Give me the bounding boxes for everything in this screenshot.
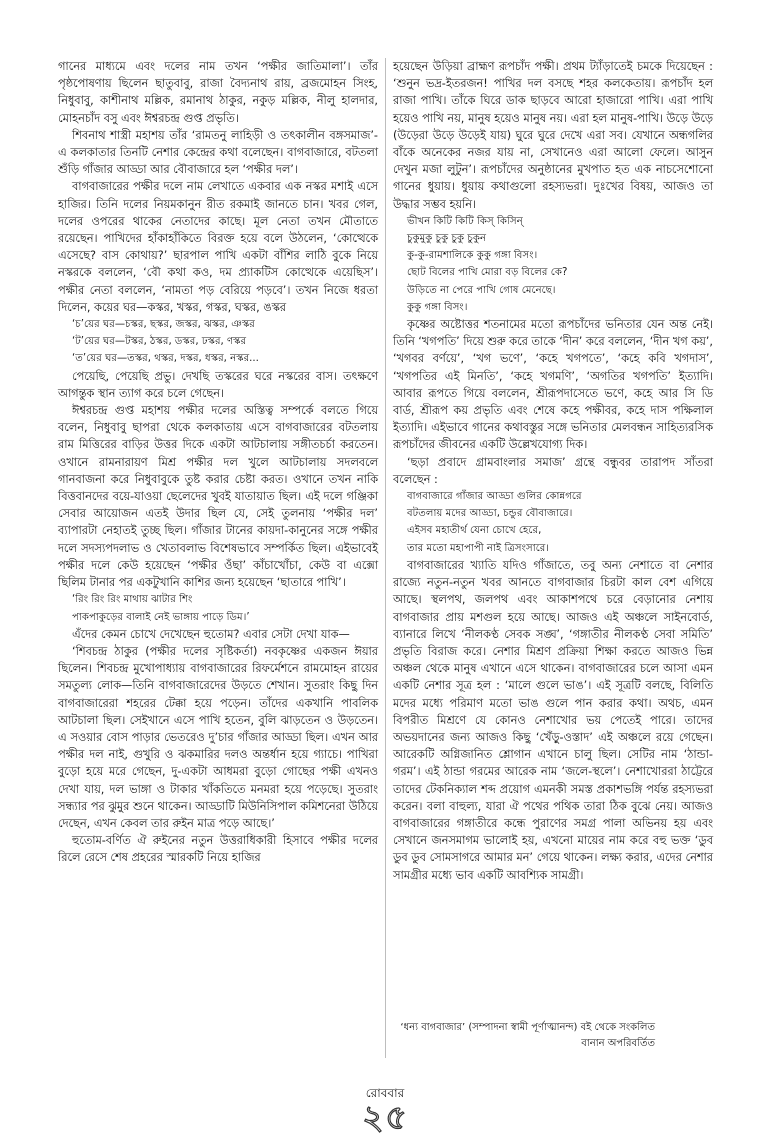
verse-line: পাকপাকুড়ের বালাই নেই ভাঙ্গায় পাড়ে ডিম।’ [72, 611, 250, 623]
paragraph: এঁদের কেমন চোখে দেখেছেন হুতোম? এবার সেটা দেখা যাক— [72, 627, 350, 641]
verse-line: বাগবাজারে গাঁজার আড্ডা গুলির কোন্নগরে [407, 491, 582, 503]
verse-line: কু-কু-রামশালিকে কুকু গঙ্গা বিসং। [407, 250, 538, 262]
page-number: ২৫ [361, 1098, 409, 1138]
paragraph: হয়েছেন উড়িয়া ব্রাহ্মণ রূপচাঁদ পক্ষী। প্রথম ট্যাঁড়াতেই চমকে দিয়েছেন : ‘শুনুন ভদ্র-ইতরজন! পাখির দল বসছে শহর কলকেতায়। রূপচাঁদ হল রাজা পাখি। তাঁকে ঘিরে ডাক ছাড়বে আরো হাজারো পাখি। এরা পাখি হয়েও পাখি নয়, মানুষ হয়েও মানুষ নয়। এরা হল মানুষ-পাখি। উড়ে উড়ে (উড়েরা উড়ে উড়েই যায়) ঘুরে ঘুরে দেখে এরা সব। যেখানে অন্ধগলির বাঁকে অনেকের নজর যায় না, সেখানেও এরা আলো ফেলে। আসুন দেখুন মজা লুটুন’। রূপচাঁদের অনুষ্ঠানের মুখপাত হত এক নাচসেশোনো গানের ধুয়ায়। ধুয়ায় কথাগুলো রহস্যভরা। দুঃখের বিষয়, আজও তা উদ্ধার সম্ভব হয়নি। [393, 60, 713, 211]
source-credit [400, 1020, 655, 1052]
verse-line: এইসব মহাতীর্থ যেনা চোখে হেরে, [407, 525, 542, 537]
right-column [393, 58, 713, 884]
credit-spelling-note: বানান অপরিবর্তিত [581, 1038, 655, 1049]
credit-source: ‘ধন্য বাগবাজার’ (সম্পাদনা স্বামী পূর্ণাত্মানন্দ) বই থেকে সংকলিত [400, 1022, 655, 1033]
paragraph: কৃষ্ণের অষ্টোত্তর শতনামের মতো রূপচাঁদের ভনিতার যেন অন্ত নেই। তিনি ‘খগপতি’ দিয়ে শুরু করে তাকে ‘দীন’ করে বললেন, ‘দীন খগ কয়’, ‘খগবর বর্ণয়ে’, ‘খগ ভণে’, ‘কহে খগপতে’, ‘কহে কবি খগদাস’, ‘খগপতির এই মিনতি’, ‘কহে খগমণি’, ‘অগতির খগপতি’ ইত্যাদি। আবার রূপতে গিয়ে বললেন, শ্রীরূপদাসেতে ভণে, কহে আর সি ডি বার্ড, শ্রীরূপ কয় প্রভৃতি এবং শেষে কহে পক্ষীবর, কহে দাস পক্ষিলাল ইত্যাদি। এইভাবে গানের কথাবস্তুর সঙ্গে ভনিতার মেলবন্ধন সাহিত্যরসিক রূপচাঁদের জীবনের একটি উল্লেখযোগ্য দিক। [393, 318, 713, 452]
verse-line: উড়িতে না পেরে পাখি গোষ মেনেছে। [407, 284, 556, 296]
left-column [58, 58, 378, 867]
paragraph: বাগবাজারের পক্ষীর দলে নাম লেখাতে একবার এক নস্কর মশাই এসে হাজির। তিনি দলের নিয়মকানুন রীত রকমাই জানতে চান। খবর গেল, দলের ওপরের থাকের নেতাদের কাছে। মূল নেতা তখন মৌতাতে রয়েছেন। পাখিদের হাঁকাহাঁকিতে বিরক্ত হয়ে বলে উঠলেন, ‘কোত্থেকে এসেছে? বাস কোথায়?’ ছারপাল পাখি একটা বাঁশির লাঠি বুকে নিয়ে নস্করকে বললেন, ‘বৌ কথা কও, দম প্র্যাকটিস কোত্থেকে এয়েছিস’। পক্ষীর নেতা বললেন, ‘নামতা পড় বেরিয়ে পড়বে’। তখন নিজে ধরতা দিলেন, কয়ের ঘর—কস্কর, খস্কর, গস্কর, ঘস্কর, ঙস্কর [58, 180, 378, 314]
magazine-name: রোববার [365, 1086, 405, 1100]
paragraph: হুতোম-বর্ণিত ঐ রুইনের নতুন উত্তরাধিকারী হিসাবে পক্ষীর দলের রিলে রেসে শেষ প্রহরের স্মারকটি নিয়ে হাজির [58, 834, 378, 865]
verse-line: ছোট বিলের পাখি মোরা বড় বিলের কে? [407, 267, 568, 279]
verse-line: ‘ট’য়ের ঘর—টস্কর, ঠস্কর, ডস্কর, ঢস্কর, ণস্কর [72, 336, 247, 348]
verse-line: কুকু গঙ্গা বিসং। [407, 301, 468, 313]
verse-line: ভীখন কিটি কিটি কিস্ কিসিন্ [407, 215, 523, 227]
verse-line: চুকুমুকু চুকু চুকু চুকুন [407, 233, 487, 245]
paragraph: শিবনাথ শাস্ত্রী মহাশয় তাঁর ‘রামতনু লাহিড়ী ও তৎকালীন বঙ্গসমাজ’-এ কলকাতার তিনটি নেশার কেন্দ্রের কথা বলেছেন। বাগবাজারে, বটতলা শুঁড়ি গাঁজার আড্ডা আর বৌবাজারে হল ‘পক্ষীর দল’। [58, 128, 378, 177]
verse-line: তার মতো মহাপাপী নাই ত্রিসংসারে। [407, 542, 550, 554]
verse-line: ‘রিং রিং রিং মাথায় ঝাটার শিং [72, 594, 193, 606]
paragraph: পেয়েছি, পেয়েছি প্রভু। দেখছি তস্করের ঘরে নস্করের বাস। তৎক্ষণে আগন্তুক স্থান ত্যাগ করে চলে গেছেন। [58, 369, 378, 400]
verse-line: ‘ত’য়ের ঘর—তস্কর, থস্কর, দস্কর, ধস্কর, নস্কর... [72, 353, 259, 365]
paragraph: ঈশ্বরচন্দ্র গুপ্ত মহাশয় পক্ষীর দলের অস্তিত্ব সম্পর্কে বলতে গিয়ে বলেন, নিধুবাবু ছাপরা থেকে কলকাতায় এসে বাগবাজারের বটতলায় রাম মিত্তিরের বাড়ির উত্তর দিকে একটা আটচালায় সঙ্গীতচর্চা করতেন। ওখানে রামনারায়ণ মিশ্র পক্ষীর দল খুলে আটচালায় সদলবলে গানবাজনা করে নিধুবাবুকে তুষ্ট করার চেষ্টা করত। ওখানে তখন নাকি বিত্তবানদের বয়ে-যাওয়া ছেলেদের খুবই যাতায়াত ছিল। এই দলে গঞ্জিকা সেবার আয়োজন এতই উদার ছিল যে, সেই তুলনায় ‘পক্ষীর দল’ ব্যাপারটা নেহাতই তুচ্ছ ছিল। গাঁজার টানের কায়দা-কানুনের সঙ্গে পক্ষীর দলে সদস্যপদলাভ ও খেতাবলাভ বিশেষভাবে সম্পর্কিত ছিল। এইভাবেই পক্ষীর দলে কেউ হয়েছেন ‘পক্ষীর ওঁছা’ কাঁচাখোঁচা, কেউ বা এক্সো ছিলিম টানার পর একটুখানি কাশির জন্য হয়েছেন ‘ছাতারে পাখি’। [58, 404, 378, 590]
paragraph: বাগবাজারের খ্যাতি যদিও গাঁজাতে, তবু অন্য নেশাতে বা নেশার রাজ্যে নতুন-নতুন খবর আনতে বাগবাজার চিরটা কাল বেশ এগিয়ে আছে। স্থলপথ, জলপথ এবং আকাশপথে চরে বেড়ানোর নেশায় বাগবাজার প্রায় মশগুল হয়ে আছে। আজও এই অঞ্চলে সাইনবোর্ড, ব্যানারে লিখে ‘নীলকণ্ঠ সেবক সঙ্ঘ’, ‘গঙ্গাতীর নীলকণ্ঠ সেবা সমিতি’ প্রভৃতি বিরাজ করে। নেশার মিশ্রণ প্রক্রিয়া শিক্ষা করতে আজও ভিন্ন অঞ্চল থেকে মানুষ এখানে এসে থাকেন। বাগবাজারের চলে আসা এমন একটি নেশার সূত্র হল : ‘মালে গুলে ভাঙ’। এই সূত্রটি বলছে, বিলিতি মদের মধ্যে পরিমাণ মতো ভাঙ গুলে পান করার কথা। অথচ, এমন বিপরীত মিশ্রণে যে কোনও নেশাখোর ভয় পেতেই পারে। তাদের অভয়দানের জন্য আজও কিছু ‘খেঁড়ু-ওস্তাদ’ এই অঞ্চলে রয়ে গেছেন। আরেকটি অগ্নিজানিত শ্লোগান এখানে চালু ছিল। সেটির নাম ‘ঠান্ডা-গরম’। এই ঠান্ডা গরমের আরেক নাম ‘জলে-স্থলে’। নেশাখোররা ঠাট্টেরে তাদের টেকনিক্যাল শব্দ প্রয়োগ এমনকী সমস্ত প্রকাশভঙ্গি পর্যন্ত রহস্যভরা করেন। বলা বাহুল্য, যারা ঐ পথের পথিক তারা ঠিক বুঝে নেয়। আজও বাগবাজারের গঙ্গাতীরে কন্ধে পুরাণের সমগ্র পালা অভিনয় হয় এবং সেখানে জনসমাগম ভালোই হয়, এখনো মায়ের নাম করে বহু ভক্ত ‘ডুব ডুব ডুব সোমসাগরে আমার মন’ গেয়ে থাকেন। লক্ষ্য করার, এদের নেশার সামগ্রীর মধ্যে ভাব একটি আবশ্যিক সামগ্রী। [393, 558, 713, 882]
paragraph: ‘ছড়া প্রবাদে গ্রামবাংলার সমাজ’ গ্রন্থে বন্ধুবর তারাপদ সাঁতরা বলেছেন : [393, 455, 713, 486]
paragraph: গানের মাধ্যমে এবং দলের নাম তখন ‘পক্ষীর জাতিমালা’। তাঁর পৃষ্ঠপোষণায় ছিলেন ছাতুবাবু, রাজা বৈদ্যনাথ রায়, ব্রজমোহন সিংহ, নিধুবাবু, কাশীনাথ মল্লিক, রমানাথ ঠাকুর, নকুড় মল্লিক, নীলু হালদার, মোহনচাঁদ বসু এবং ঈশ্বরচন্দ্র গুপ্ত প্রভৃতি। [58, 60, 378, 125]
verse-line: ‘চ’য়ের ঘর—চস্কর, ছস্কর, জস্কর, ঝস্কর, ঞস্কর [72, 319, 255, 331]
verse-line: বটতলায় মদের আড্ডা, চন্ডুর বৌবাজারে। [407, 508, 573, 520]
column-divider [385, 58, 386, 1058]
paragraph: ‘শিবচন্দ্র ঠাকুর (পক্ষীর দলের সৃষ্টিকর্তা) নবকৃষ্ণের একজন ঈয়ার ছিলেন। শিবচন্দ্র মুখোপাধ্যায় বাগবাজারের রিফর্মেশনে রামমোহন রায়ের সমতুল্য লোক—তিনি বাগবাজারেদের উড়তে শেখান। সুতরাং কিছু দিন বাগবাজারেরা শহরের টেক্কা হয়ে পড়েন। তাঁদের একখানি পাবলিক আটচালা ছিল। সেইখানে এসে পাখি হতেন, বুলি ঝাড়তেন ও উড়তেন। এ সওয়ার বোস পাড়ার ভেতরেও দু’চার গাঁজার আড্ডা ছিল। এখন আর পক্ষীর দল নাই, গুখুরি ও ঝকমারির দলও অন্তর্ধান হয়ে গ্যাচে। পাখিরা বুড়ো হয়ে মরে গেছেন, দু-একটা আধমরা বুড়ো গোছের পক্ষী এখনও দেখা যায়, দল ভাঙ্গা ও টাকার খাঁকতিতে মনমরা হয়ে পড়েছে। সুতরাং সন্ধ্যার পর ঝুমুর শুনে থাকেন। আড্ডাটি মিউনিসিপাল কমিশনেরা উঠিয়ে দেছেন, এখন কেবল তার রুইন মাত্র পড়ে আছে।’ [58, 644, 378, 830]
